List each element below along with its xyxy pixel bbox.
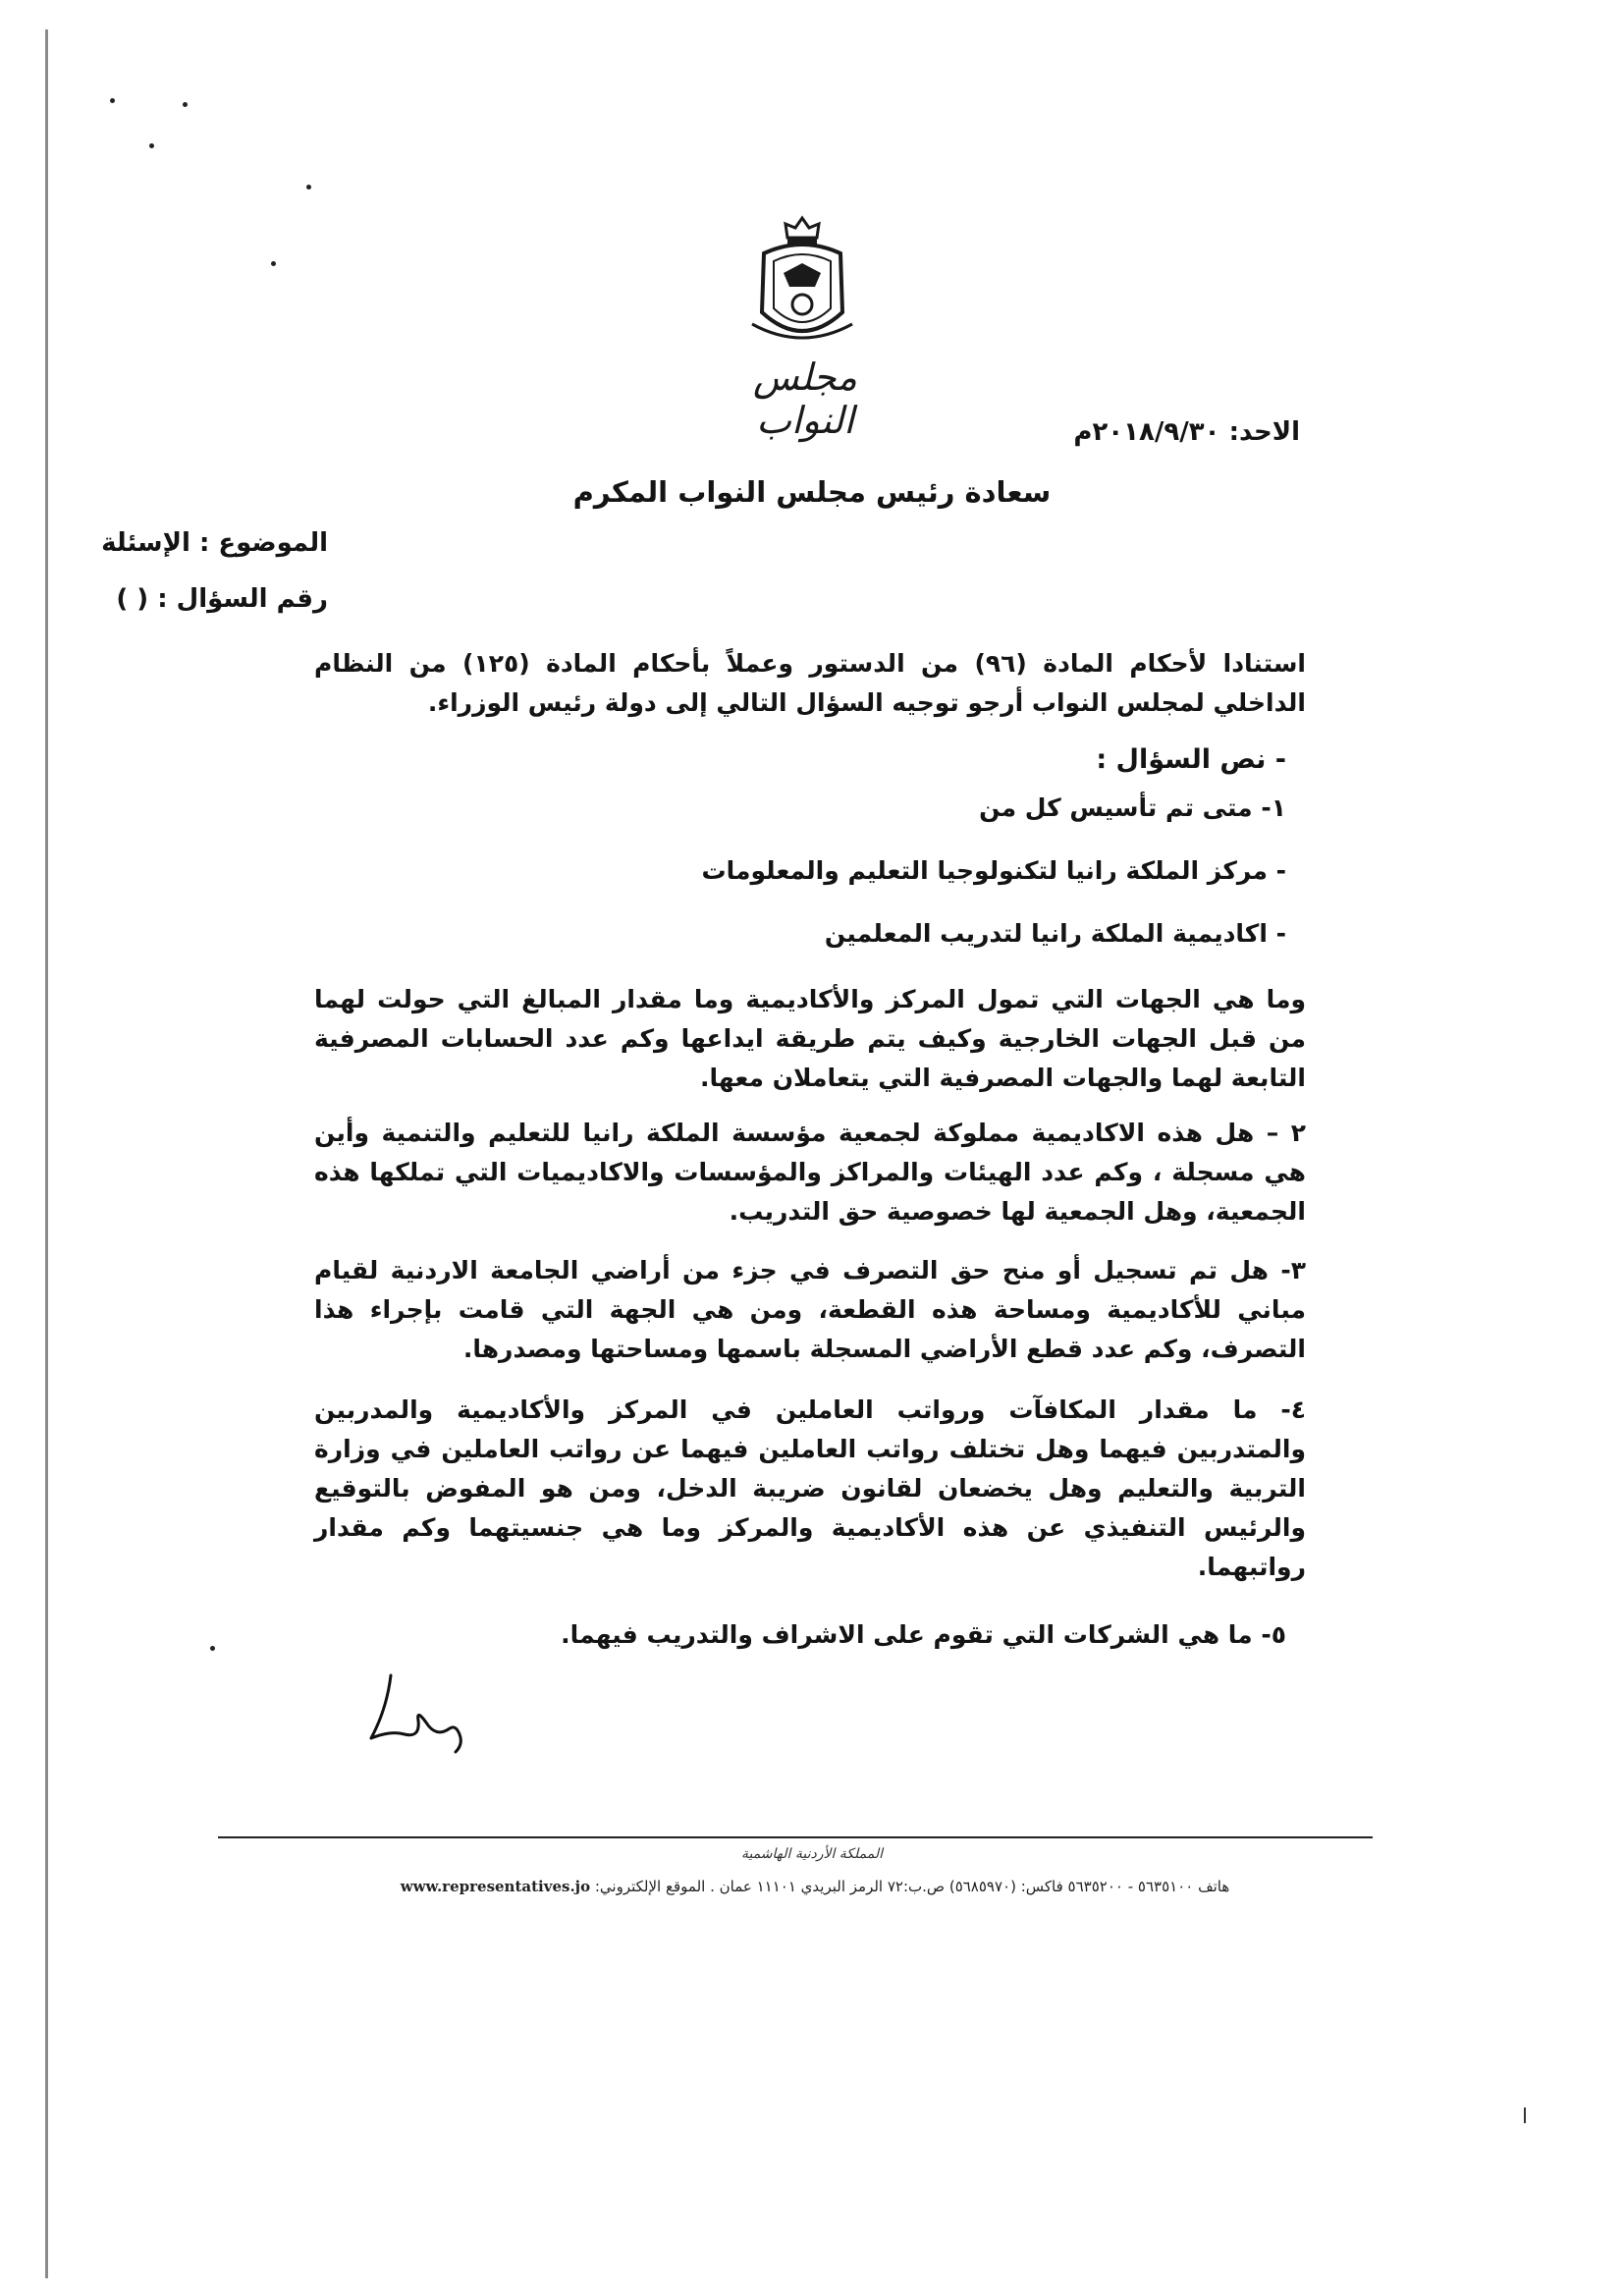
question-2: ٢ – هل هذه الاكاديمية مملوكة لجمعية مؤسسة الملكة رانيا للتعليم والتنمية وأين هي مسجلة ، وكم عدد الهيئات والمراكز والمؤسسات والاكاديميات التي تملكها هذه الجمعية، وهل الجمعية لها خصوصية حق التدريب.: [314, 1119, 1306, 1226]
question-1-item-b: - اكاديمية الملكة رانيا لتدريب المعلمين: [824, 919, 1286, 948]
scan-mark: [1524, 2107, 1526, 2123]
signature: [361, 1669, 479, 1758]
footer-institution: المملكة الأردنية الهاشمية: [740, 1846, 884, 1862]
question-1-followup: وما هي الجهات التي تمول المركز والأكاديمية وما مقدار المبالغ التي حولت لهما من قبل الجهات الخارجية وكيف يتم طريقة ايداعها وكم عدد الحسابات المصرفية التابعة لهما والجهات المصرفية التي يتعاملان معها.: [314, 985, 1306, 1092]
intro-paragraph: استنادا لأحكام المادة (٩٦) من الدستور وعملاً بأحكام المادة (١٢٥) من النظام الداخلي لمجلس النواب أرجو توجيه السؤال التالي إلى دولة رئيس الوزراء.: [314, 649, 1306, 717]
letter-date: الاحد: ٢٠١٨/٩/٣٠م: [1073, 417, 1300, 447]
question-number: رقم السؤال : ( ): [116, 584, 328, 614]
question-4: ٤- ما مقدار المكافآت ورواتب العاملين في المركز والأكاديمية والمدربين والمتدربين فيهما وهل تختلف رواتب العاملين فيهما عن رواتب العاملين في وزارة التربية والتعليم وهل يخضعان لقانون ضريبة الدخل، ومن هو المفوض بالتوقيع والرئيس التنفيذي عن هذه الأكاديمية والمركز وما هي جنسيتهما وكم مقدار رواتبهما.: [314, 1395, 1306, 1581]
question-3: ٣- هل تم تسجيل أو منح حق التصرف في جزء من أراضي الجامعة الاردنية لقيام مباني للأكاديمية ومساحة هذه القطعة، ومن هي الجهة التي قامت بإجراء هذا التصرف، وكم عدد قطع الأراضي المسجلة باسمها ومساحتها ومصدرها.: [314, 1256, 1306, 1363]
question-label: - نص السؤال :: [1096, 744, 1286, 775]
scan-edge-line: [45, 29, 48, 2278]
footer-contact: [324, 1878, 1306, 1895]
coat-of-arms-icon: [744, 214, 860, 352]
scan-speck: [149, 143, 154, 148]
question-1-item-a: - مركز الملكة رانيا لتكنولوجيا التعليم والمعلومات: [701, 856, 1286, 885]
recipient-line: سعادة رئيس مجلس النواب المكرم: [572, 475, 1052, 509]
scan-speck: [210, 1646, 215, 1651]
footer-contact-details: هاتف ٥٦٣٥١٠٠ - ٥٦٣٥٢٠٠ فاكس: (٥٦٨٥٩٧٠) ص.ب:٧٢ الرمز البريدي ١١١٠١ عمان . الموقع الإلكتروني:: [594, 1878, 1230, 1895]
subject-line: الموضوع : الإسئلة: [101, 528, 328, 558]
scan-speck: [183, 102, 188, 107]
scan-speck: [271, 261, 276, 266]
question-1-intro: ١- متى تم تأسيس كل من: [979, 793, 1286, 822]
footer-website-link[interactable]: www.representatives.jo: [400, 1878, 591, 1895]
question-5: ٥- ما هي الشركات التي تقوم على الاشراف والتدريب فيهما.: [561, 1620, 1286, 1649]
footer-divider: [218, 1836, 1373, 1838]
institution-name: مجلس النواب: [753, 355, 857, 442]
scan-speck: [110, 98, 115, 103]
scan-speck: [306, 185, 311, 190]
